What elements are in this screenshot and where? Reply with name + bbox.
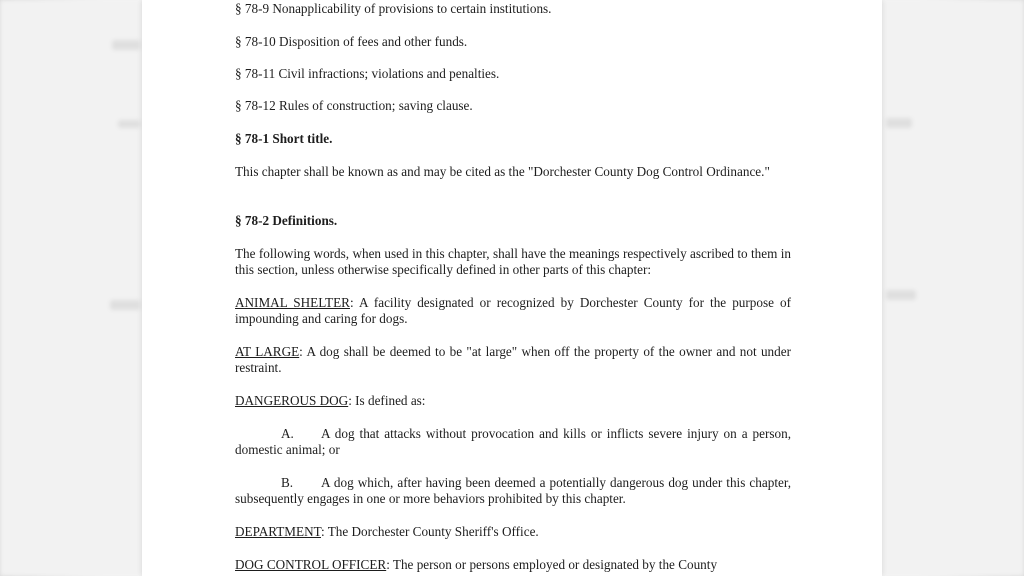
blurred-left-margin bbox=[0, 0, 142, 576]
definition-text: : A facility designated or recognized by Dorchester County for the purpose of impounding and caring for dogs. bbox=[235, 295, 792, 326]
item-text: A dog that attacks without provocation and kills or inflicts severe injury on a person, domestic animal; or bbox=[235, 426, 791, 457]
short-title-paragraph: This chapter shall be known as and may be cited as the "Dorchester County Dog Control Ordinance." bbox=[235, 164, 770, 179]
dangerous-dog-item-b bbox=[235, 475, 791, 507]
definition-term: DANGEROUS DOG bbox=[235, 393, 349, 408]
blurred-right-margin bbox=[882, 0, 1024, 576]
toc-entry-78-10: § 78-10 Disposition of fees and other funds. bbox=[235, 34, 468, 49]
definition-at-large bbox=[235, 344, 791, 376]
toc-entry-78-9: § 78-9 Nonapplicability of provisions to certain institutions. bbox=[235, 1, 552, 16]
definition-term: ANIMAL SHELTER bbox=[235, 295, 350, 310]
dangerous-dog-item-a bbox=[235, 426, 791, 458]
definition-term: AT LARGE bbox=[235, 344, 300, 359]
definitions-intro-paragraph: The following words, when used in this chapter, shall have the meanings respectively ascribed to them in this section, unless otherwise specifically defined in other parts of this chapter: bbox=[235, 246, 791, 277]
definition-dog-control-officer bbox=[235, 557, 717, 573]
definition-dangerous-dog bbox=[235, 393, 425, 409]
section-heading-definitions: § 78-2 Definitions. bbox=[235, 213, 338, 228]
definition-department bbox=[235, 524, 539, 540]
definition-text: : The person or persons employed or designated by the County bbox=[386, 557, 718, 572]
toc-entry-78-11: § 78-11 Civil infractions; violations and penalties. bbox=[235, 66, 500, 81]
definition-text: : The Dorchester County Sheriff's Office. bbox=[321, 524, 539, 539]
item-letter: B. bbox=[281, 475, 294, 490]
definition-text: : A dog shall be deemed to be "at large" when off the property of the owner and not under restraint. bbox=[235, 344, 791, 375]
item-letter: A. bbox=[281, 426, 294, 441]
toc-entry-78-12: § 78-12 Rules of construction; saving clause. bbox=[235, 98, 473, 113]
section-heading-short-title: § 78-1 Short title. bbox=[235, 131, 333, 146]
definition-animal-shelter bbox=[235, 295, 791, 327]
definition-term: DEPARTMENT bbox=[235, 524, 321, 539]
definition-text: : Is defined as: bbox=[348, 393, 426, 408]
document-page bbox=[142, 0, 882, 576]
definition-term: DOG CONTROL OFFICER bbox=[235, 557, 387, 572]
item-text: A dog which, after having been deemed a potentially dangerous dog under this chapter, subsequently engages in one or more behaviors prohibited by this chapter. bbox=[235, 475, 791, 506]
